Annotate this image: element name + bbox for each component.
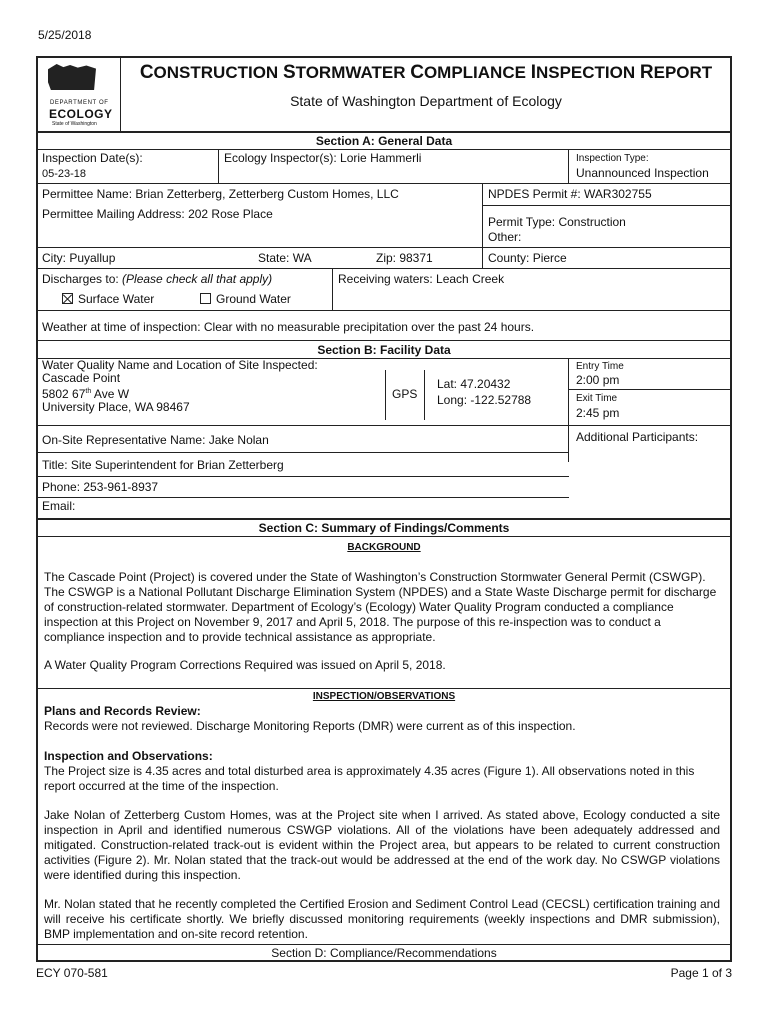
entry-time-label: Entry Time: [576, 361, 624, 372]
city: City: Puyallup: [42, 251, 116, 265]
permit-other: Other:: [488, 230, 522, 244]
inspection-paragraph-2: Jake Nolan of Zetterberg Custom Homes, was at the Project site when I arrived. As stated above, Ecology conducted a site inspection in April and identified numerous CSWGP violations. All of the violations have been adequately addressed and mitigated. Construction-related track-out is evident within the Project area, but appears to be related to current construction activities (Figure 2). Mr. Nolan stated that the track-out would be addressed at the end of the work day. No CSWGP violations were identified during this inspection.: [44, 808, 720, 882]
receiving-waters: Receiving waters: Leach Creek: [338, 272, 505, 286]
inspection-paragraph-1: The Project size is 4.35 acres and total disturbed area is approximately 4.35 acres (Figure 1). All observations noted in this report occurred at the time of the inspection.: [44, 764, 695, 793]
exit-time: 2:45 pm: [576, 406, 620, 420]
rule: [36, 149, 732, 150]
rule: [36, 425, 732, 426]
background-paragraph: The Cascade Point (Project) is covered under the State of Washington’s Construction Stormwater General Permit (CSWGP). The CSWGP is a National Pollutant Discharge Elimination System (NPDES) and a State Waste Discharge permit for discharge of construction-related stormwater. Department of Ecology’s (Ecology) Water Quality Program conducted a compliance inspection at this Project on November 9, 2017 and April 5, 2018. The purpose of this re-inspection was to conduct a compliance inspection and to provide technical assistance as appropriate.: [44, 570, 717, 644]
corrections-paragraph: A Water Quality Program Corrections Required was issued on April 5, 2018.: [44, 658, 446, 672]
exit-time-label: Exit Time: [576, 393, 618, 404]
inspection-type-value: Unannounced Inspection: [576, 166, 709, 180]
inspection-paragraph-3: Mr. Nolan stated that he recently completed the Certified Erosion and Sediment Control Lead (CECSL) certification training and will receive his certificate shortly. We briefly discussed monitoring requirements (weekly inspections and DMR submission), BMP implementation and on-site record retention.: [44, 897, 720, 941]
rule: [36, 452, 569, 453]
discharges-to: [42, 272, 272, 286]
mailing-address: Permittee Mailing Address: 202 Rose Place: [42, 207, 273, 221]
gps-latitude: Lat: 47.20432: [437, 377, 511, 391]
ecology-inspector: Ecology Inspector(s): Lorie Hammerli: [224, 151, 422, 165]
surface-water-label: Surface Water: [78, 292, 155, 306]
representative-title: Title: Site Superintendent for Brian Zetterberg: [42, 458, 284, 472]
header-divider: [120, 57, 121, 131]
section-d-title: Section D: Compliance/Recommendations: [271, 946, 497, 960]
print-date: 5/25/2018: [38, 28, 92, 42]
rule: [568, 358, 569, 462]
ground-water-label: Ground Water: [216, 292, 291, 306]
rule: [36, 476, 569, 477]
county: County: Pierce: [488, 251, 567, 265]
rule: [482, 183, 483, 269]
rule: [218, 149, 219, 183]
report-subtitle: State of Washington Department of Ecology: [290, 93, 562, 109]
representative-email: Email:: [42, 499, 76, 513]
inspection-date-label: Inspection Date(s):: [42, 151, 143, 165]
npdes-permit: NPDES Permit #: WAR302755: [488, 187, 652, 201]
entry-time: 2:00 pm: [576, 373, 620, 387]
logo-department-text: DEPARTMENT OF: [50, 100, 109, 106]
inspection-type-label: Inspection Type:: [576, 153, 649, 164]
rule: [36, 518, 732, 520]
rule: [36, 131, 732, 133]
site-city: University Place, WA 98467: [42, 400, 190, 414]
rule: [36, 688, 732, 689]
site-name: Cascade Point: [42, 371, 121, 385]
rule: [332, 268, 333, 310]
surface-water-checkbox[interactable]: [62, 293, 73, 304]
rule: [36, 536, 732, 537]
rule: [36, 944, 732, 945]
plans-text: Records were not reviewed. Discharge Monitoring Reports (DMR) were current as of this inspection.: [44, 719, 576, 733]
rule: [36, 247, 732, 248]
report-title: CONSTRUCTION STORMWATER COMPLIANCE INSPECTION REPORT: [139, 62, 713, 83]
section-a-title: Section A: General Data: [315, 134, 453, 148]
rule: [568, 149, 569, 183]
onsite-representative: On-Site Representative Name: Jake Nolan: [42, 433, 269, 447]
rule: [36, 497, 569, 498]
permit-type: Permit Type: Construction: [488, 215, 626, 229]
rule: [36, 268, 732, 269]
weather: Weather at time of inspection: Clear with no measurable precipitation over the past 24 hours.: [42, 320, 535, 334]
site-address: 5802 67th Ave W: [42, 387, 130, 401]
inspection-date-value: 05-23-18: [42, 168, 87, 180]
section-b-title: Section B: Facility Data: [317, 343, 451, 357]
page-number: Page 1 of 3: [670, 966, 732, 980]
inspection-heading: Inspection and Observations:: [44, 749, 213, 763]
rule: [385, 370, 386, 420]
permittee-name: Permittee Name: Brian Zetterberg, Zetterberg Custom Homes, LLC: [42, 187, 399, 201]
discharges-hint: (Please check all that apply): [122, 272, 273, 286]
rule: [569, 389, 732, 390]
state: State: WA: [258, 251, 312, 265]
discharges-label: Discharges to:: [42, 272, 119, 286]
section-c-title: Section C: Summary of Findings/Comments: [258, 521, 510, 535]
form-id: ECY 070-581: [36, 966, 108, 980]
rule: [483, 205, 732, 206]
representative-phone: Phone: 253-961-8937: [42, 480, 159, 494]
logo-ecology-text: ECOLOGY: [49, 107, 113, 121]
additional-participants: Additional Participants:: [576, 430, 699, 444]
background-heading: BACKGROUND: [347, 542, 421, 553]
ecology-logo: [40, 60, 118, 128]
rule: [424, 370, 425, 420]
ground-water-option[interactable]: [200, 292, 291, 306]
rule: [36, 183, 732, 184]
washington-map-icon: [48, 64, 96, 90]
site-label: Water Quality Name and Location of Site Inspected:: [42, 358, 318, 372]
rule: [36, 310, 732, 311]
site-location: [42, 359, 318, 414]
gps-label: GPS: [392, 387, 418, 401]
zip: Zip: 98371: [376, 251, 433, 265]
plans-heading: Plans and Records Review:: [44, 704, 201, 718]
ground-water-checkbox[interactable]: [200, 293, 211, 304]
logo-state-text: State of Washington: [52, 121, 97, 127]
rule: [36, 340, 732, 341]
observations-heading: INSPECTION/OBSERVATIONS: [312, 691, 456, 702]
surface-water-option[interactable]: [62, 292, 154, 306]
gps-longitude: Long: -122.52788: [437, 393, 532, 407]
